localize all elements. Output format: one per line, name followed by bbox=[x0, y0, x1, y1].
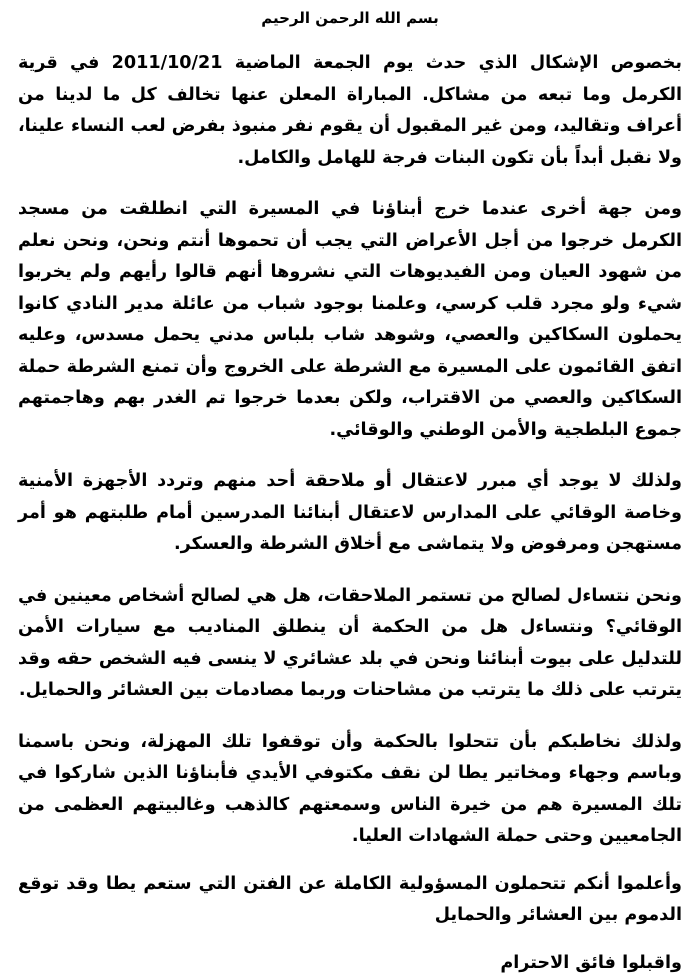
paragraph-no-justification: ولذلك لا يوجد أي مبرر لاعتقال أو ملاحقة أحد منهم وتردد الأجهزة الأمنية وخاصة الوقائي على المدارس لاعتقال أبنائنا المدرسين أمام طلبتهم هو أمر مستهجن ومرفوض ولا يتماشى مع أخلاق الشرطة والعسكر. bbox=[18, 466, 682, 561]
paragraph-march: ومن جهة أخرى عندما خرج أبناؤنا في المسيرة التي انطلقت من مسجد الكرمل خرجوا من أجل الأعراض التي يجب أن تحموها أنتم ونحن، ونحن نعلم من شهود العيان ومن الفيديوهات التي نشروها أنهم قالوا رأيهم ولم يخربوا شيء ولو مجرد قلب كرسي، وعلمنا بوجود شباب من عائلة مدير النادي كانوا يحملون السكاكين والعصي، وشوهد شاب بلباس مدني يحمل مسدس، وعليه اتفق القائمون على المسيرة مع الشرطة على الخروج وأن تمنع الشرطة حملة السكاكين والعصي من الاقتراب، ولكن بعدما خرجوا تم الغدر بهم وهاجمتهم جموع البلطجية والأمن الوطني والوقائي. bbox=[18, 194, 682, 446]
paragraph-responsibility: وأعلموا أنكم تتحملون المسؤولية الكاملة عن الفتن التي ستعم يطا وقد توقع الدموم بين العشائر والحمايل bbox=[18, 869, 682, 932]
paragraph-spacer bbox=[18, 446, 682, 466]
paragraph-spacer bbox=[18, 707, 682, 727]
paragraph-appeal: ولذلك نخاطبكم بأن تتحلوا بالحكمة وأن توقفوا تلك المهزلة، ونحن باسمنا وباسم وجهاء ومخاتير يطا لن نقف مكتوفي الأيدي فأبناؤنا الذين شاركوا في تلك المسيرة هم من خيرة الناس وسمعتهم كالذهب وغالبيتهم العظمى من الجامعيين وحتى حملة الشهادات العليا. bbox=[18, 727, 682, 853]
paragraph-incident: بخصوص الإشكال الذي حدث يوم الجمعة الماضية 2011/10/21 في قرية الكرمل وما تبعه من مشاكل. المباراة المعلن عنها تخالف كل ما لدينا من أعراف وتقاليد، ومن غير المقبول أن يقوم نفر منبوذ بفرض لعب النساء علينا، ولا نقبل أبداً بأن تكون البنات فرجة للهامل والكامل. bbox=[18, 48, 682, 174]
paragraph-spacer bbox=[18, 174, 682, 194]
paragraph-spacer bbox=[18, 932, 682, 948]
closing-line: واقبلوا فائق الاحترام bbox=[18, 948, 682, 979]
paragraph-spacer bbox=[18, 853, 682, 869]
paragraph-spacer bbox=[18, 561, 682, 581]
paragraph-questions: ونحن نتساءل لصالح من تستمر الملاحقات، هل هي لصالح أشخاص معينين في الوقائي؟ ونتساءل هل من الحكمة أن ينطلق المناديب مع سيارات الأمن للتدليل على بيوت أبنائنا ونحن في بلد عشائري لا ينسى فيه الشخص حقه وقد يترتب على ذلك ما يترتب من مشاحنات وربما مصادمات بين العشائر والحمايل. bbox=[18, 581, 682, 707]
basmala-heading: بسم الله الرحمن الرحيم bbox=[18, 8, 682, 28]
